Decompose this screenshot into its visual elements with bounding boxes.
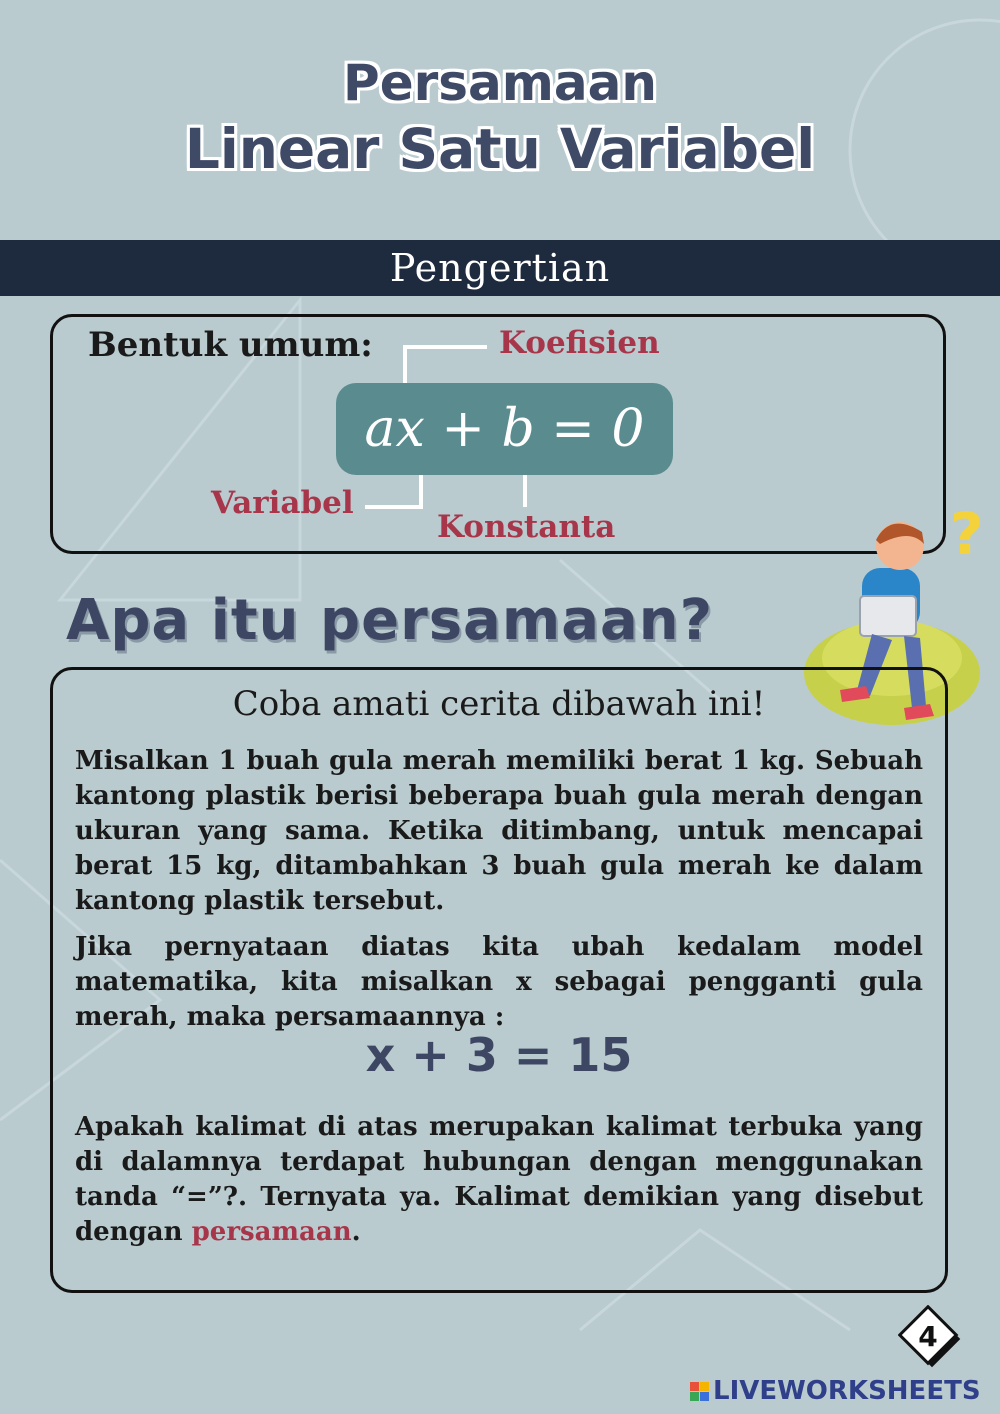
title-line-1: Persamaan bbox=[343, 54, 657, 112]
variable-connector-h bbox=[365, 505, 423, 509]
general-formula: ax + b = 0 bbox=[336, 383, 673, 475]
story-paragraph-3-end: . bbox=[351, 1217, 361, 1247]
story-subtitle: Coba amati cerita dibawah ini! bbox=[232, 684, 766, 724]
story-paragraph-3-text: Apakah kalimat di atas merupakan kalimat terbuka yang di dalamnya terdapat hubungan dengan menggunakan tanda “=”?. Ternyata ya. Kalimat demikian yang disebut dengan bbox=[75, 1112, 923, 1247]
general-form-label: Bentuk umum: bbox=[88, 325, 373, 365]
question-mark-icon: ? bbox=[950, 500, 984, 568]
footer-brand bbox=[690, 1376, 981, 1406]
variable-label: Variabel bbox=[211, 485, 354, 521]
coefficient-connector-h bbox=[403, 345, 487, 349]
constant-label: Konstanta bbox=[437, 509, 616, 545]
page-number-badge bbox=[898, 1305, 964, 1371]
question-heading: Apa itu persamaan? bbox=[66, 588, 714, 653]
story-box bbox=[50, 667, 948, 1293]
story-paragraph-3 bbox=[75, 1110, 923, 1250]
footer-brand-text: LIVEWORKSHEETS bbox=[713, 1376, 981, 1406]
page-number: 4 bbox=[918, 1320, 938, 1353]
title-line-2: Linear Satu Variabel bbox=[184, 116, 816, 181]
section-band: Pengertian bbox=[0, 240, 1000, 296]
keyword-persamaan: persamaan bbox=[191, 1217, 352, 1247]
story-equation: x + 3 = 15 bbox=[365, 1028, 633, 1082]
coefficient-label: Koefisien bbox=[499, 325, 660, 361]
page-title bbox=[0, 52, 1000, 183]
story-paragraph-2: Jika pernyataan diatas kita ubah kedalam model matematika, kita misalkan x sebagai pengganti gula merah, maka persamaannya : bbox=[75, 932, 923, 1032]
liveworksheets-logo-icon bbox=[690, 1382, 709, 1401]
story-paragraph-1: Misalkan 1 buah gula merah memiliki berat 1 kg. Sebuah kantong plastik berisi beberapa buah gula merah dengan ukuran yang sama. Ketika ditimbang, untuk mencapai berat 15 kg, ditambahkan 3 buah gula merah ke dalam kantong plastik tersebut. bbox=[75, 746, 923, 916]
